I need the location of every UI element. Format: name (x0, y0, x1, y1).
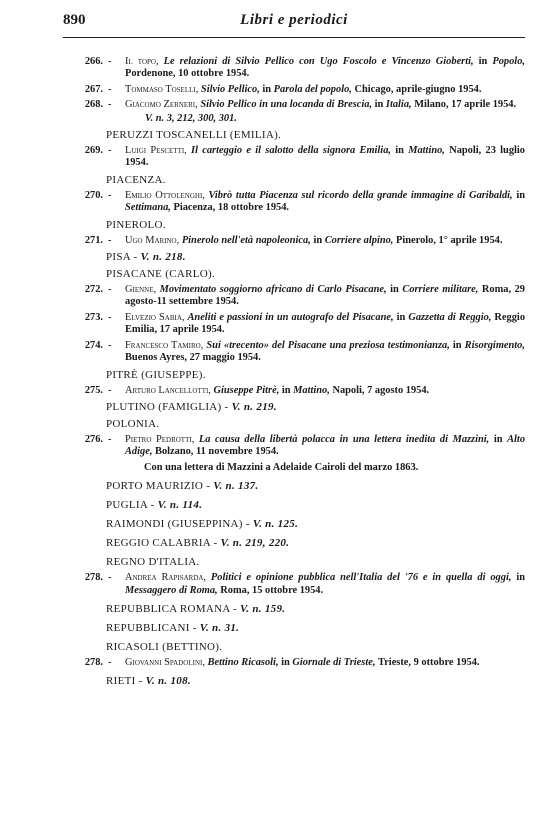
heading-text: POLONIA. (106, 417, 160, 430)
entry-place-date: Buenos Ayres, 27 maggio 1954. (125, 352, 261, 364)
entry-dash: - (108, 656, 112, 668)
heading-reference: V. n. 137. (213, 480, 259, 493)
entry-author: Ugo Marino, (125, 234, 182, 246)
entry-periodical: Italia, (385, 99, 415, 111)
heading-text: REPUBBLICANI - (106, 621, 200, 634)
entry-dash: - (108, 189, 112, 201)
cross-reference-note (66, 113, 525, 125)
bibliography-entry (66, 385, 525, 397)
entry-place-date: Trieste, 9 ottobre 1954. (378, 656, 480, 668)
entry-in: in (516, 572, 525, 584)
note-text: V. n. 3, 212, 300, 301. (145, 112, 237, 124)
heading-text: REGGIO CALABRIA - (106, 537, 221, 550)
entry-title: La causa della libertà polacca in una lettera inedita di Mazzini, (198, 433, 494, 445)
entry-title: Movimentato soggiorno africano di Carlo Pisacane, (159, 284, 391, 296)
entry-body (125, 284, 525, 309)
section-heading (66, 268, 525, 281)
entry-title: Giuseppe Pitrè, (213, 384, 282, 396)
bibliography-entry (66, 284, 525, 309)
entry-in: in (452, 339, 465, 351)
section-heading (66, 401, 525, 414)
section-heading (66, 518, 525, 531)
bibliography-entry (66, 657, 525, 669)
heading-reference: V. n. 219, 220. (220, 537, 290, 550)
heading-reference: V. n. 125. (252, 518, 299, 531)
entry-periodical: Corriere militare, (402, 284, 482, 296)
entry-body (125, 657, 525, 669)
heading-text: RIETI - (106, 675, 146, 688)
section-heading (66, 219, 525, 232)
entry-in: in (516, 189, 525, 201)
entry-number: 275. (84, 384, 103, 396)
entry-dash: - (108, 234, 112, 246)
entry-periodical: Alto Adige, (125, 433, 526, 458)
entry-in: in (396, 311, 409, 323)
entry-place-date: Milano, 17 aprile 1954. (414, 99, 517, 111)
bibliography-entry (66, 340, 525, 365)
entry-periodical: Risorgimento, (464, 339, 525, 351)
entry-place-date: Pordenone, 10 ottobre 1954. (125, 68, 250, 80)
bibliography-entry (66, 572, 525, 597)
entry-title: Bettino Ricasoli, (207, 656, 282, 668)
heading-text: PERUZZI TOSCANELLI (EMILIA). (106, 129, 282, 142)
entry-title: Aneliti e passioni in un autografo del Pisacane, (187, 311, 397, 323)
entry-place-date: Napoli, 7 agosto 1954. (332, 384, 430, 396)
header-rule (63, 37, 525, 38)
entry-dash: - (108, 99, 112, 111)
heading-text: PLUTINO (FAMIGLIA) - (106, 400, 232, 413)
entry-in: in (493, 433, 508, 445)
entry-dash: - (108, 145, 112, 157)
section-heading (66, 603, 525, 616)
entry-body (125, 340, 525, 365)
entry-periodical: Giornale di Trieste, (292, 656, 379, 668)
section-heading (66, 251, 525, 264)
entry-in: in (478, 56, 493, 67)
entry-place-date: Roma, 29 agosto-11 settembre 1954. (125, 284, 526, 308)
entry-title: Il carteggio e il salotto della signora Emilia, (191, 145, 396, 157)
section-heading (66, 174, 525, 187)
section-heading (66, 622, 525, 635)
heading-text: PISA - (106, 251, 141, 264)
heading-reference: V. n. 108. (145, 675, 191, 688)
entry-author: Francesco Tamiro, (125, 339, 207, 351)
bibliography-list (66, 56, 525, 694)
entry-dash: - (108, 56, 112, 67)
bibliography-entry (66, 99, 525, 111)
heading-reference: V. n. 218. (140, 251, 186, 264)
entry-subnote: Con una lettera di Mazzini a Adelaide Cairoli del marzo 1863. (144, 461, 419, 473)
entry-periodical: Messaggero di Roma, (125, 584, 221, 596)
entry-periodical: Corriere alpino, (324, 234, 397, 246)
entry-number: 271. (84, 234, 103, 246)
entry-title: Le relazioni di Silvio Pellico con Ugo Foscolo e Vincenzo Gioberti, (163, 56, 479, 67)
entry-in: in (313, 234, 325, 246)
heading-text: RAIMONDI (GIUSEPPINA) - (106, 518, 253, 531)
entry-author: Gienne, (125, 284, 160, 296)
entry-in: in (390, 284, 403, 296)
bibliography-entry (66, 235, 525, 247)
entry-in: in (262, 83, 274, 95)
entry-author: Pietro Pedrotti, (125, 433, 199, 445)
entry-body (125, 99, 525, 111)
entry-body (125, 190, 525, 215)
entry-dash: - (108, 572, 112, 584)
heading-reference: V. n. 114. (157, 499, 203, 512)
bibliography-entry (66, 434, 525, 459)
entry-title: Vibrò tutta Piacenza sul ricordo della grande immagine di Garibaldi, (208, 189, 517, 201)
entry-author: Il topo, (125, 56, 164, 67)
section-heading (66, 641, 525, 654)
entry-in: in (374, 99, 386, 111)
entry-title: Pinerolo nell'età napoleonica, (181, 234, 314, 246)
entry-number: 269. (84, 145, 103, 157)
entry-in: in (281, 384, 294, 396)
entry-place-date: Reggio Emilia, 17 aprile 1954. (125, 311, 526, 336)
bibliography-entry (66, 312, 525, 337)
entry-body (125, 145, 525, 170)
section-heading (66, 418, 525, 431)
entry-in: in (395, 145, 409, 157)
bibliography-entry (66, 190, 525, 215)
entry-number: 268. (84, 99, 103, 111)
entry-body (125, 84, 525, 96)
section-heading (66, 499, 525, 512)
entry-number: 278. (84, 572, 103, 584)
entry-periodical: Mattino, (408, 145, 450, 157)
entry-dash: - (108, 433, 112, 445)
entry-author: Giacomo Zerneri, (125, 99, 201, 111)
entry-dash: - (108, 339, 112, 351)
entry-author: Andrea Rapisarda, (125, 572, 211, 584)
entry-body (125, 385, 525, 397)
entry-dash: - (108, 384, 112, 396)
entry-author: Tommaso Toselli, (125, 83, 201, 95)
entry-place-date: Pinerolo, 1° aprile 1954. (396, 234, 503, 246)
entry-number: 266. (84, 56, 103, 67)
entry-in: in (281, 656, 293, 668)
entry-place-date: Piacenza, 18 ottobre 1954. (173, 202, 290, 214)
entry-place-date: Bolzano, 11 novembre 1954. (155, 446, 279, 458)
section-heading (66, 675, 525, 688)
entry-body (125, 312, 525, 337)
entry-title: Politici e opinione pubblica nell'Italia del '76 e in quella di oggi, (210, 572, 517, 584)
entry-number: 267. (84, 83, 103, 95)
bibliography-entry (66, 56, 525, 81)
heading-text: PUGLIA - (106, 499, 158, 512)
section-heading (66, 556, 525, 569)
entry-author: Elvezio Sabia, (125, 311, 188, 323)
entry-number: 274. (84, 339, 103, 351)
entry-author: Giovanni Spadolini, (125, 656, 208, 668)
running-title: Libri e periodici (240, 12, 348, 28)
heading-text: PITRÈ (GIUSEPPE). (106, 368, 206, 381)
entry-periodical: Mattino, (293, 384, 333, 396)
entry-dash: - (108, 83, 112, 95)
page-number: 890 (63, 12, 86, 28)
entry-body (125, 56, 525, 81)
heading-reference: V. n. 159. (240, 602, 286, 615)
entry-title: Sui «trecento» del Pisacane una preziosa testimonianza, (206, 339, 453, 351)
entry-periodical: Settimana, (125, 202, 174, 214)
entry-number: 273. (84, 311, 103, 323)
entry-place-date: Roma, 15 ottobre 1954. (220, 584, 324, 596)
section-heading (66, 480, 525, 493)
bibliography-entry (66, 145, 525, 170)
entry-periodical: Parola del popolo, (273, 83, 355, 95)
heading-text: RICASOLI (BETTINO). (106, 640, 223, 653)
entry-author: Emilio Ottolenghi, (125, 189, 209, 201)
entry-body (125, 235, 525, 247)
heading-text: PORTO MAURIZIO - (106, 480, 214, 493)
entry-place-date: Chicago, aprile-giugno 1954. (354, 83, 482, 95)
entry-number: 272. (84, 284, 103, 296)
heading-reference: V. n. 219. (231, 400, 277, 413)
heading-text: PINEROLO. (106, 218, 166, 231)
entry-periodical: Popolo, (492, 56, 525, 67)
entry-body (125, 434, 525, 459)
entry-author: Luigi Pescetti, (125, 145, 192, 157)
entry-number: 270. (84, 189, 103, 201)
page-header (63, 12, 525, 32)
entry-place-date: Napoli, 23 luglio 1954. (125, 145, 526, 169)
heading-text: REPUBBLICA ROMANA - (106, 602, 241, 615)
entry-number: 278. (84, 656, 103, 668)
section-heading (66, 537, 525, 550)
entry-dash: - (108, 311, 112, 323)
entry-number: 276. (84, 433, 103, 445)
heading-text: PIACENZA. (106, 173, 166, 186)
entry-body (125, 572, 525, 597)
section-heading (66, 129, 525, 142)
heading-text: REGNO D'ITALIA. (106, 556, 200, 569)
entry-periodical: Gazzetta di Reggio, (408, 311, 495, 323)
heading-reference: V. n. 31. (199, 621, 240, 634)
bibliography-entry (66, 84, 525, 96)
entry-author: Arturo Lancellotti, (125, 384, 214, 396)
entry-title: Silvio Pellico, (200, 83, 263, 95)
entry-title: Silvio Pellico in una locanda di Brescia, (200, 99, 375, 111)
section-heading (66, 369, 525, 382)
entry-dash: - (108, 284, 112, 296)
heading-text: PISACANE (CARLO). (106, 268, 215, 281)
